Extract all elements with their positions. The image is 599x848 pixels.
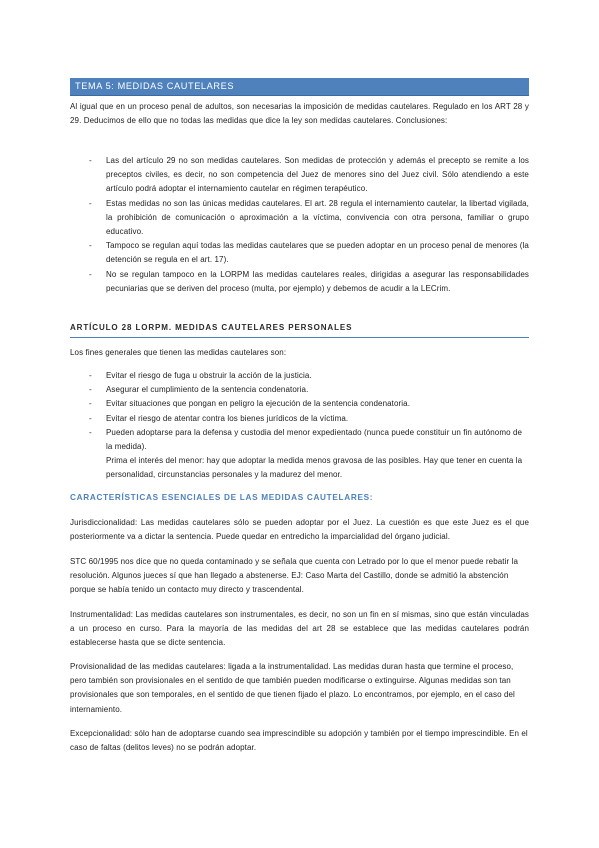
fines-extra-text: Prima el interés del menor: hay que adoptar la medida menos gravosa de las posibles. Hay que tener en cuenta la personalidad, circunstancias personales y la madurez del menor.: [106, 456, 523, 480]
dash-bullet: -: [89, 413, 92, 423]
fines-list-container: [70, 369, 529, 483]
paragraph-stc: STC 60/1995 nos dice que no queda contaminado y se señala que cuenta con Letrado por lo que el menor puede rebatir la resolución. Algunos jueces sí que han llegado a abstenerse. EJ: Caso Marta del Castillo, donde se admitió la abstención porque se había tenido un contacto muy directo y trascendental.: [70, 557, 518, 595]
list-item-text: No se regulan tampoco en la LORPM las medidas cautelares reales, dirigidas a asegurar las responsabilidades pecuniarias que se deriven del proceso (multa, por ejemplo) y debemos de acudir a la LECrim.: [106, 269, 529, 293]
list-item-text: Evitar situaciones que pongan en peligro la ejecución de la sentencia condenatoria.: [106, 399, 411, 409]
conclusiones-list-container: [70, 154, 529, 296]
list-item-text: Tampoco se regulan aquí todas las medidas cautelares que se pueden adoptar en un proceso penal de menores (la detención se regula en el art. 17).: [106, 241, 529, 265]
dash-bullet: -: [89, 156, 92, 165]
list-item: [70, 426, 529, 483]
dash-bullet: -: [89, 269, 92, 279]
list-item-text: Asegurar el cumplimiento de la sentencia condenatoria.: [106, 385, 309, 395]
caracteristicas-heading: CARACTERÍSTICAS ESENCIALES DE LAS MEDIDAS CAUTELARES:: [70, 493, 374, 502]
list-item-text: Las del artículo 29 no son medidas cautelares. Son medidas de protección y además el precepto se remite a los preceptos civiles, es decir, no son competencia del Juez de menores sino del Juez civil. Sólo atendiendo a este artículo podrá adoptar el internamiento cautelar en régimen terapéutico.: [106, 156, 529, 194]
fines-intro: Los fines generales que tienen las medidas cautelares son:: [70, 348, 287, 357]
title-bar: [70, 78, 529, 96]
list-item: [70, 383, 529, 397]
dash-bullet: -: [89, 241, 92, 251]
list-item: [70, 412, 529, 426]
document-title: TEMA 5: MEDIDAS CAUTELARES: [75, 81, 235, 91]
paragraph-provisionalidad: Provisionalidad de las medidas cautelares: ligada a la instrumentalidad. Las medidas duran hasta que termine el proceso, pero también son provisionales en el sentido de que también pueden modificarse o extinguirse. Algunas medidas son tan provisionales que son temporales, en el sentido de que tienen fijado el plazo. Lo encontramos, por ejemplo, en el caso del internamiento.: [70, 662, 515, 714]
paragraph-excepcionalidad: Excepcionalidad: sólo han de adoptarse cuando sea imprescindible su adopción y también por el tiempo imprescindible. En el caso de faltas (delitos leves) no se podrán adoptar.: [70, 729, 528, 753]
dash-bullet: -: [89, 385, 92, 395]
list-item: [70, 369, 529, 383]
dash-bullet: -: [89, 371, 92, 380]
article-heading: ARTÍCULO 28 LORPM. MEDIDAS CAUTELARES PERSONALES: [70, 322, 529, 338]
dash-bullet: -: [89, 198, 92, 208]
paragraph-instrumentalidad: Instrumentalidad: Las medidas cautelares son instrumentales, es decir, no son un fin en sí mismas, sino que están vinculadas a un proceso en curso. Para la mayoría de las medidas del art 28 se establece que las medidas cautelares podrán establecerse hasta que se dicte sentencia.: [70, 610, 529, 648]
list-item: [70, 154, 529, 197]
fines-list: [70, 369, 529, 483]
list-item: [70, 197, 529, 240]
list-item: [70, 268, 529, 296]
list-item: [70, 239, 529, 267]
paragraph-jurisdiccionalidad: Jurisdiccionalidad: Las medidas cautelares sólo se pueden adoptar por el Juez. La cuestión es que este Juez es el que posteriormente va a dictar la sentencia. Puede quedar en entredicho la imparcialidad del órgano judicial.: [70, 518, 529, 542]
list-item-text: Evitar el riesgo de atentar contra los bienes jurídicos de la víctima.: [106, 413, 349, 423]
intro-paragraph: Al igual que en un proceso penal de adultos, son necesarias la imposición de medidas cautelares. Regulado en los ART 28 y 29. Deducimos de ello que no todas las medidas que dice la ley son medidas cautelares. Conclusiones:: [70, 102, 529, 126]
conclusiones-list: [70, 154, 529, 296]
dash-bullet: -: [89, 427, 92, 437]
list-item-text: Estas medidas no son las únicas medidas cautelares. El art. 28 regula el internamiento cautelar, la libertad vigilada, la prohibición de comunicación o aproximación a la víctima, convivencia con otra persona, familiar o grupo educativo.: [106, 198, 529, 237]
list-item: [70, 397, 529, 411]
list-item-text: Pueden adoptarse para la defensa y custodia del menor expedientado (nunca puede constituir un fin autónomo de la medida).: [106, 427, 523, 452]
list-item-text: Evitar el riesgo de fuga u obstruir la acción de la justicia.: [106, 371, 312, 380]
dash-bullet: -: [89, 399, 92, 409]
